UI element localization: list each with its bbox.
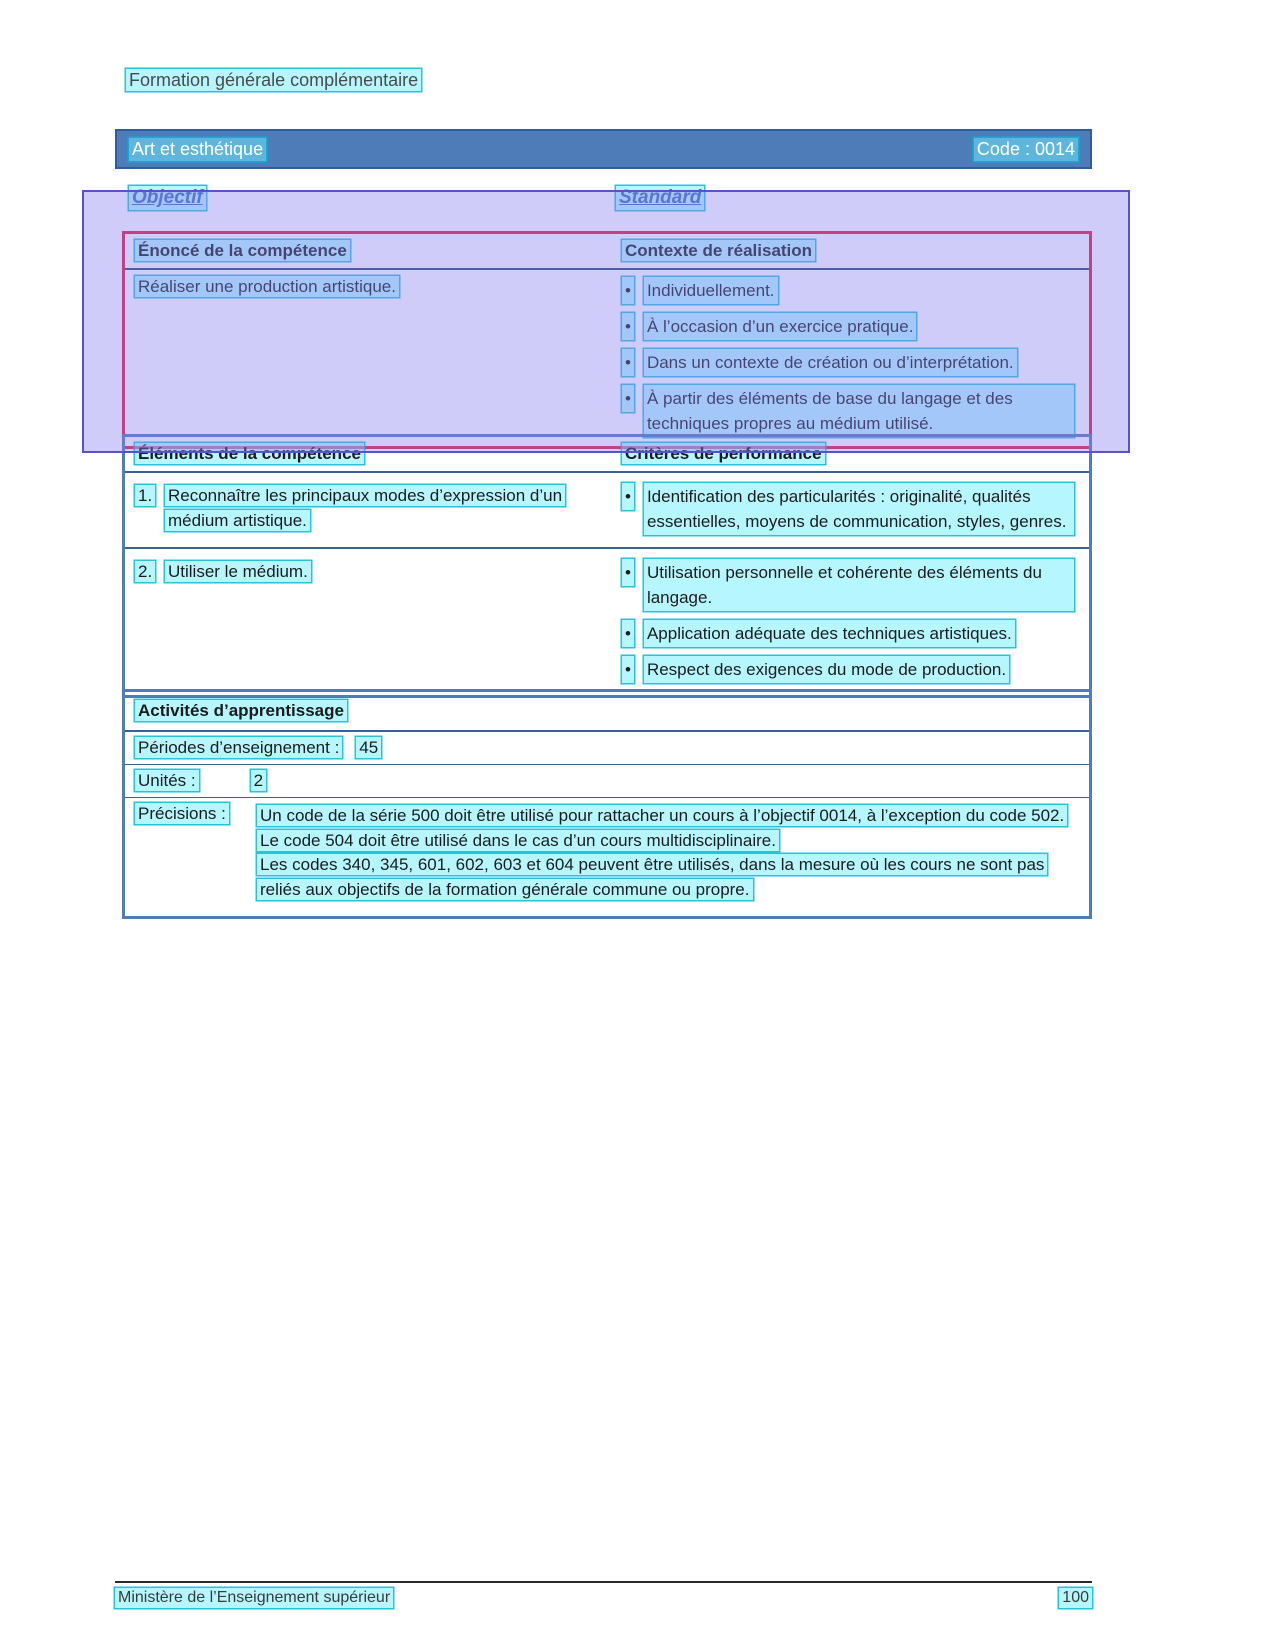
bullet-icon [622,349,634,376]
elements-table-header [125,437,1089,473]
criteria-list [622,483,1079,535]
competence-header-left [125,234,612,268]
header-bar [115,129,1092,169]
criteria-cell [612,473,1089,547]
header-code: Code : 0014 [974,138,1078,161]
context-item-text: À partir des éléments de base du langage et des techniques propres au médium utilisé. [644,385,1074,437]
elements-header-right [612,437,1089,471]
footer-page-number: 100 [1059,1588,1092,1608]
element-row [125,549,1089,695]
precisions-label: Précisions : [135,803,229,824]
elements-header-left-text: Éléments de la compétence [135,443,364,464]
activities-title-row [125,692,1089,732]
bullet-icon [622,559,634,586]
bullet-icon [622,385,634,412]
criteria-item [622,483,1079,535]
competence-table-header [125,234,1089,270]
element-cell [125,549,612,695]
context-list [622,277,1079,437]
context-item [622,385,1079,437]
criteria-item-text: Respect des exigences du mode de production. [644,656,1009,683]
element-row [125,473,1089,549]
precision-line: Les codes 340, 345, 601, 602, 603 et 604 peuvent être utilisés, dans la mesure où les cours ne sont pas reliés aux objectifs de la formation générale commune ou propre. [257,853,1079,902]
criteria-cell [612,549,1089,695]
units-row [125,765,1089,798]
context-item-text: Individuellement. [644,277,778,304]
context-item-text: Dans un contexte de création ou d’interprétation. [644,349,1017,376]
standard-heading: Standard [616,186,704,210]
criteria-item-text: Identification des particularités : originalité, qualités essentielles, moyens de communication, styles, genres. [644,483,1074,535]
objectif-heading: Objectif [129,186,206,210]
elements-table [122,434,1092,698]
section-label [126,70,421,91]
context-item [622,313,1079,340]
competence-header-left-text: Énoncé de la compétence [135,240,350,261]
context-cell [612,270,1089,446]
context-item-text: À l’occasion d’un exercice pratique. [644,313,916,340]
bullet-icon [622,656,634,683]
precision-line: Un code de la série 500 doit être utilisé pour rattacher un cours à l’objectif 0014, à l’exception du code 502. [257,804,1079,829]
periods-row [125,732,1089,765]
criteria-item [622,559,1079,611]
activities-table [122,689,1092,919]
element-number: 1. [135,485,155,506]
footer [115,1581,1092,1608]
competence-header-right [612,234,1089,268]
precisions-row [125,798,1089,916]
bullet-icon [622,313,634,340]
periods-value: 45 [356,737,381,758]
element-text: Reconnaître les principaux modes d’expression d’un médium artistique. [165,485,565,531]
column-headings [115,186,1092,212]
criteria-item [622,656,1079,683]
precisions-content [257,804,1079,902]
criteria-item [622,620,1079,647]
precision-line: Le code 504 doit être utilisé dans le cas d’un cours multidisciplinaire. [257,829,1079,854]
footer-ministry: Ministère de l’Enseignement supérieur [115,1588,393,1608]
element-cell [125,473,612,547]
competence-table-body [125,270,1089,446]
section-label-text: Formation générale complémentaire [126,69,421,91]
element-text: Utiliser le médium. [165,561,311,582]
units-label: Unités : [135,770,199,791]
competence-table [122,231,1092,449]
context-item [622,349,1079,376]
header-title: Art et esthétique [129,138,266,161]
periods-label: Périodes d’enseignement : [135,737,342,758]
element-number: 2. [135,561,155,582]
competence-statement-cell [125,270,612,304]
context-item [622,277,1079,304]
elements-header-right-text: Critères de performance [622,443,825,464]
elements-header-left [125,437,612,471]
competence-statement: Réaliser une production artistique. [135,276,399,297]
criteria-item-text: Application adéquate des techniques artistiques. [644,620,1015,647]
criteria-list [622,559,1079,683]
competence-header-right-text: Contexte de réalisation [622,240,815,261]
activities-title: Activités d’apprentissage [135,700,347,721]
criteria-item-text: Utilisation personnelle et cohérente des éléments du langage. [644,559,1074,611]
bullet-icon [622,483,634,510]
bullet-icon [622,277,634,304]
units-value: 2 [251,770,266,791]
bullet-icon [622,620,634,647]
